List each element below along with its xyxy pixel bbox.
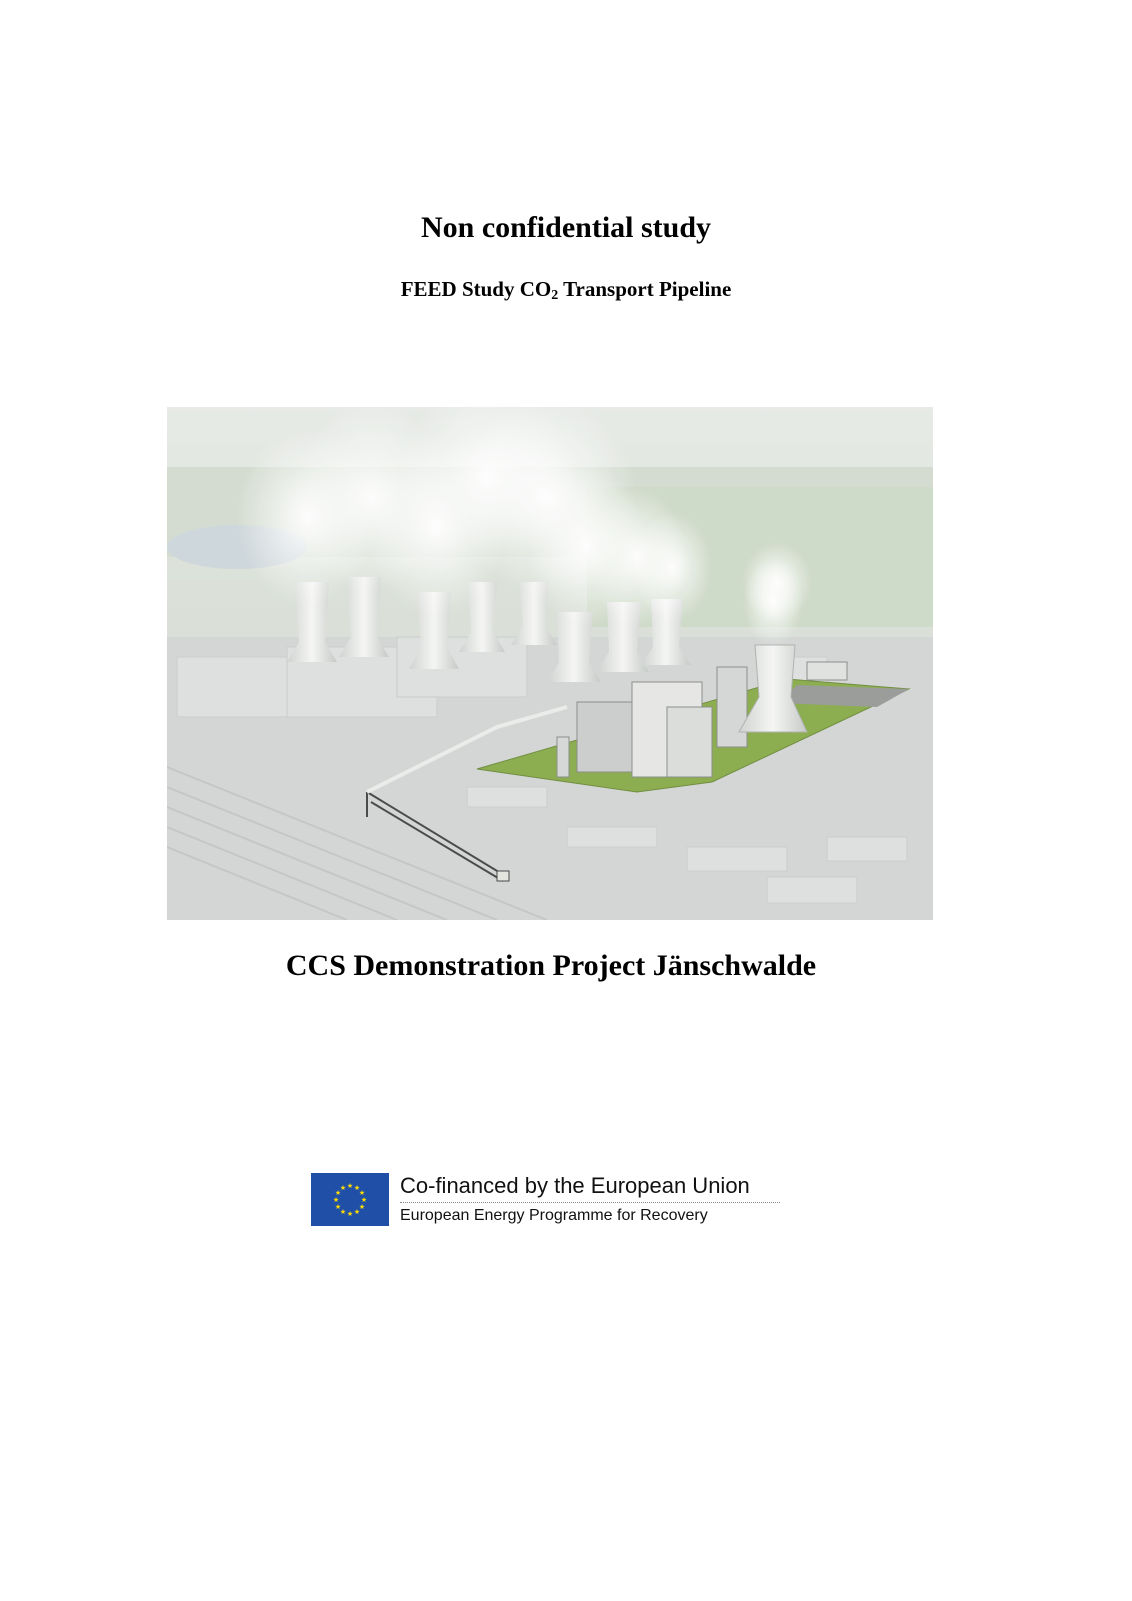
svg-text:★: ★ bbox=[353, 1208, 361, 1216]
eu-programme-label: European Energy Programme for Recovery bbox=[400, 1207, 708, 1224]
document-title: Non confidential study bbox=[420, 211, 712, 244]
svg-text:★: ★ bbox=[339, 1208, 347, 1216]
svg-text:★: ★ bbox=[358, 1189, 366, 1197]
subtitle-prefix: FEED Study CO bbox=[400, 277, 552, 301]
svg-text:★: ★ bbox=[353, 1184, 361, 1192]
svg-text:★: ★ bbox=[334, 1189, 342, 1197]
eu-cofinanced-label: Co-financed by the European Union bbox=[400, 1173, 750, 1198]
eu-divider bbox=[400, 1202, 780, 1203]
svg-text:★: ★ bbox=[339, 1184, 347, 1192]
svg-text:★: ★ bbox=[332, 1196, 340, 1204]
subtitle-suffix: Transport Pipeline bbox=[558, 277, 732, 301]
power-plant-photo bbox=[167, 407, 933, 920]
svg-text:★: ★ bbox=[358, 1203, 366, 1211]
svg-text:★: ★ bbox=[334, 1203, 342, 1211]
document-subtitle bbox=[0, 276, 1132, 302]
eu-funding-logo bbox=[311, 1173, 781, 1229]
eu-flag-icon bbox=[311, 1173, 389, 1226]
svg-text:★: ★ bbox=[346, 1210, 354, 1218]
project-title: CCS Demonstration Project Jänschwalde bbox=[285, 949, 817, 982]
svg-text:★: ★ bbox=[360, 1196, 368, 1204]
svg-text:★: ★ bbox=[346, 1182, 354, 1190]
subtitle-subscript: 2 bbox=[551, 288, 559, 303]
